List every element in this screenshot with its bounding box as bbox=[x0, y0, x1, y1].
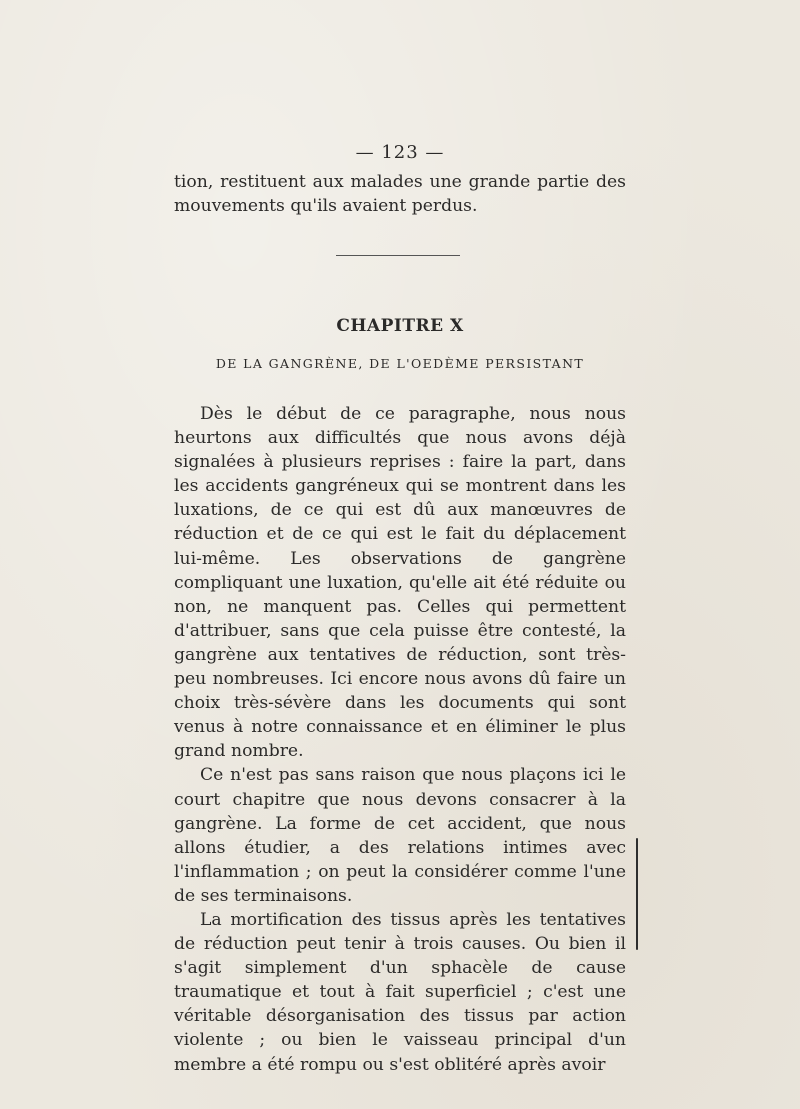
chapter-subtitle: DE LA GANGRÈNE, DE L'OEDÈME PERSISTANT bbox=[215, 356, 585, 371]
body-paragraph-1: Dès le début de ce paragraphe, nous nous heurtons aux difficultés que nous avons déjà signalées à plusieurs reprises : faire la part, dans les accidents gangréneux qui se montrent dans les luxations, de ce qui est dû aux manœuvres de réduction et de ce qui est le fait du déplacement lui-même. Les observations de gangrène compliquant une luxation, qu'elle ait été réduite ou non, ne manquent pas. Celles qui permettent d'attribuer, sans que cela puisse être contesté, la gangrène aux tentatives de réduction, sont très-peu nombreuses. Ici encore nous avons dû faire un choix très-sévère dans les documents qui sont venus à notre connaissance et en éliminer le plus grand nombre. bbox=[174, 404, 626, 762]
body-paragraph-3: La mortification des tissus après les tentatives de réduction peut tenir à trois causes. Ou bien il s'agit simplement d'un sphacèle de cause traumatique et tout à fait superficiel ; c'est une véritable désorganisation des tissus par action violente ; ou bien le vaisseau principal d'un membre a été rompu ou s'est oblitéré après avoir bbox=[174, 909, 626, 1075]
opening-paragraph: tion, restituent aux malades une grande partie des mouvements qu'ils avaient perdus. bbox=[174, 172, 626, 217]
handwritten-margin-mark bbox=[636, 838, 638, 950]
show-through-text bbox=[160, 210, 640, 330]
body-paragraph-2: Ce n'est pas sans raison que nous plaçons ici le court chapitre que nous devons consacrer à la gangrène. La forme de cet accident, que nous allons étudier, a des relations intimes avec l'inflammation ; on peut la considérer comme l'une de ses terminaisons. bbox=[174, 765, 626, 906]
opening-paragraph-block bbox=[174, 170, 626, 218]
page-number: — 123 — bbox=[355, 142, 445, 163]
section-divider bbox=[336, 255, 460, 256]
chapter-body bbox=[174, 402, 626, 1077]
chapter-title: CHAPITRE X bbox=[336, 316, 464, 336]
